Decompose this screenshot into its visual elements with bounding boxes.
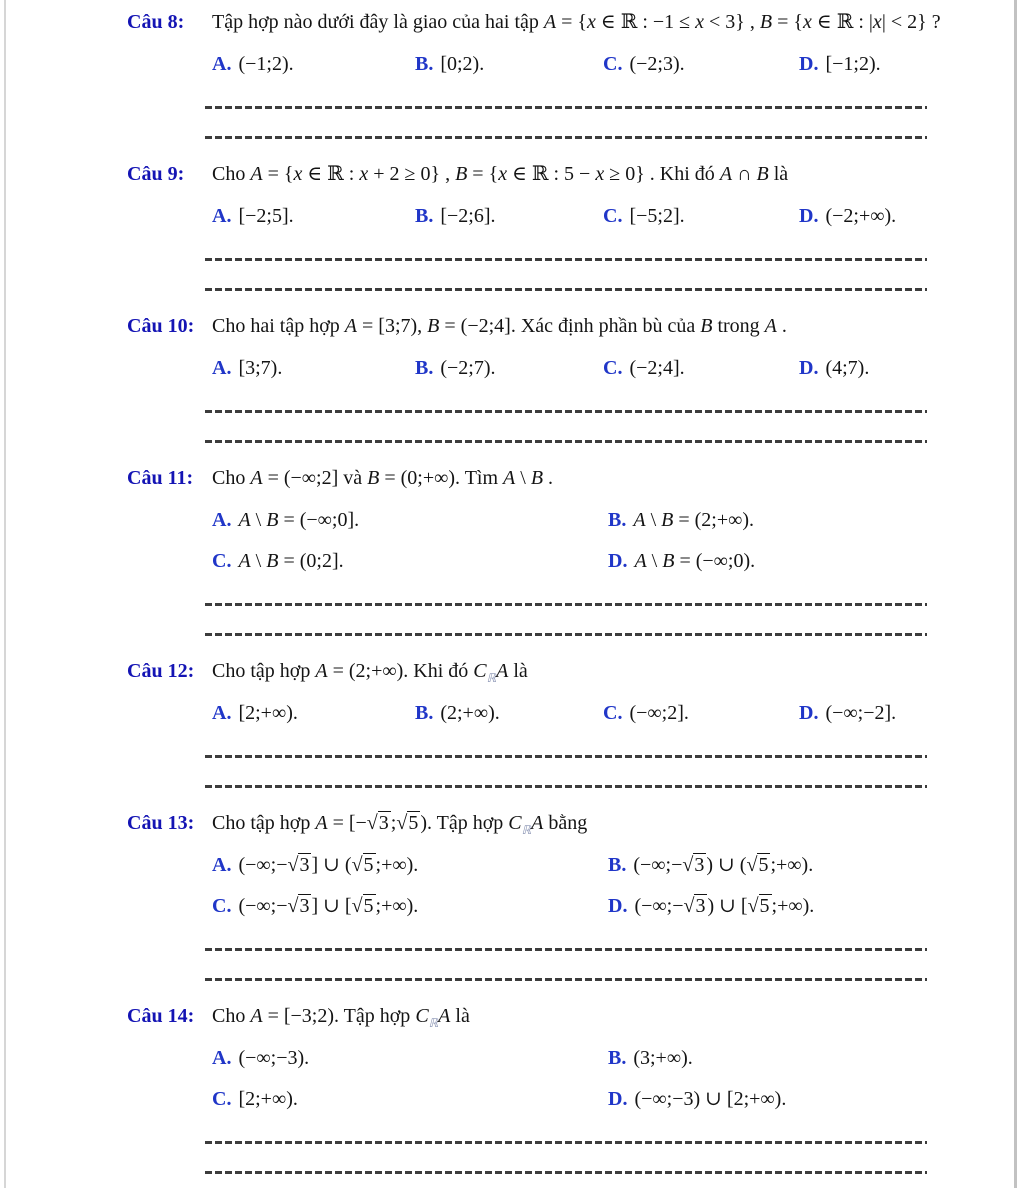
option-letter: A. [212,53,232,75]
question-text: Cho A = [−3;2). Tập hợp $C_ℝA$ là [212,1005,470,1030]
question [0,464,1004,636]
answer-option[interactable] [608,505,1004,535]
answer-lines [205,755,927,788]
answer-option[interactable] [799,49,1004,79]
option-letter: B. [608,1047,627,1069]
page-right-edge [1014,0,1017,1188]
answer-option[interactable] [212,201,415,231]
option-text: (−2;3). [629,53,685,75]
option-text: A \ B = (0;2]. [238,550,344,572]
option-text: (−∞;−√3 ) ∪ (√5 ;+∞). [633,854,814,876]
dotted-answer-line [205,258,927,261]
dotted-answer-line [205,1141,927,1144]
option-text: (4;7). [825,357,870,379]
option-text: [−5;2]. [629,205,685,227]
options-row [212,505,1004,576]
option-text: (−∞;−√3 ] ∪ [√5 ;+∞). [238,895,419,917]
answer-option[interactable] [608,891,1004,921]
option-letter: A. [212,702,232,724]
options-row [212,353,1004,383]
dotted-answer-line [205,978,927,981]
answer-option[interactable] [799,353,1004,383]
option-letter: B. [608,509,627,531]
answer-lines [205,258,927,291]
option-letter: C. [603,205,623,227]
options-row [212,1043,1004,1114]
option-text: (2;+∞). [440,702,500,724]
options-row [212,850,1004,921]
option-text: (−2;+∞). [825,205,897,227]
dotted-answer-line [205,1171,927,1174]
question-number: Câu 9: [127,163,185,185]
question [0,809,1004,981]
dotted-answer-line [205,136,927,139]
question-text: Cho tập hợp A = [−√3 ;√5 ). Tập hợp $C_ℝA$ bằng [212,812,588,837]
option-letter: A. [212,357,232,379]
dotted-answer-line [205,948,927,951]
answer-option[interactable] [212,546,608,576]
answer-option[interactable] [603,201,799,231]
answer-option[interactable] [608,1043,1004,1073]
answer-option[interactable] [415,698,603,728]
answer-option[interactable] [799,698,1004,728]
option-letter: B. [415,702,434,724]
answer-option[interactable] [603,353,799,383]
answer-option[interactable] [212,698,415,728]
question-number: Câu 10: [127,315,195,337]
dotted-answer-line [205,440,927,443]
answer-option[interactable] [212,1084,608,1114]
option-letter: D. [608,550,628,572]
option-text: (3;+∞). [633,1047,693,1069]
answer-option[interactable] [415,353,603,383]
option-text: (−∞;−√3 ) ∪ [√5 ;+∞). [634,895,815,917]
dotted-answer-line [205,755,927,758]
question-text: Cho tập hợp A = (2;+∞). Khi đó $C_ℝA$ là [212,660,528,685]
option-letter: B. [415,357,434,379]
option-text: [2;+∞). [238,702,298,724]
answer-lines [205,1141,927,1174]
question-number: Câu 8: [127,11,185,33]
question-number: Câu 11: [127,467,194,489]
dotted-answer-line [205,603,927,606]
option-text: (−∞;2]. [629,702,689,724]
question-header [0,464,1004,492]
option-text: (−∞;−3) ∪ [2;+∞). [634,1088,787,1110]
option-text: [−2;5]. [238,205,294,227]
dotted-answer-line [205,106,927,109]
dotted-answer-line [205,633,927,636]
option-text: (−∞;−2]. [825,702,897,724]
option-text: A \ B = (−∞;0). [634,550,756,572]
options-row [212,201,1004,231]
answer-option[interactable] [212,353,415,383]
option-letter: C. [212,550,232,572]
question [0,312,1004,443]
answer-option[interactable] [799,201,1004,231]
answer-option[interactable] [608,1084,1004,1114]
option-text: A \ B = (2;+∞). [633,509,755,531]
answer-option[interactable] [212,850,608,880]
question-header [0,657,1004,685]
answer-option[interactable] [212,891,608,921]
dotted-answer-line [205,288,927,291]
question [0,1002,1004,1174]
answer-option[interactable] [608,850,1004,880]
option-text: [−1;2). [825,53,881,75]
option-letter: D. [799,357,819,379]
option-letter: C. [212,1088,232,1110]
options-row [212,49,1004,79]
question-text: Cho A = (−∞;2] và B = (0;+∞). Tìm A \ B . [212,467,554,489]
option-letter: D. [608,1088,628,1110]
question-header [0,160,1004,188]
question-number: Câu 12: [127,660,195,682]
question-text: Cho A = {x ∈ ℝ : x + 2 ≥ 0} , B = {x ∈ ℝ : 5 − x ≥ 0} . Khi đó A ∩ B là [212,163,789,185]
option-letter: B. [415,53,434,75]
option-letter: D. [799,702,819,724]
question-header [0,1002,1004,1030]
question [0,657,1004,788]
question-header [0,312,1004,340]
option-text: (−2;7). [440,357,496,379]
option-letter: C. [603,357,623,379]
option-letter: A. [212,205,232,227]
answer-lines [205,410,927,443]
option-letter: D. [608,895,628,917]
option-letter: B. [415,205,434,227]
option-text: [−2;6]. [440,205,496,227]
question-header [0,809,1004,837]
option-letter: B. [608,854,627,876]
options-row [212,698,1004,728]
option-text: [2;+∞). [238,1088,298,1110]
option-text: (−∞;−√3 ] ∪ (√5 ;+∞). [238,854,419,876]
answer-lines [205,106,927,139]
dotted-answer-line [205,410,927,413]
answer-option[interactable] [603,49,799,79]
option-letter: D. [799,205,819,227]
question [0,160,1004,291]
worksheet-page [0,8,1004,1195]
dotted-answer-line [205,785,927,788]
option-text: (−∞;−3). [238,1047,310,1069]
option-text: [0;2). [440,53,485,75]
question-text: Cho hai tập hợp A = [3;7), B = (−2;4]. Xác định phần bù của B trong A . [212,315,787,337]
question-number: Câu 13: [127,812,195,834]
answer-option[interactable] [212,1043,608,1073]
option-letter: C. [212,895,232,917]
option-letter: A. [212,1047,232,1069]
answer-lines [205,948,927,981]
answer-option[interactable] [415,49,603,79]
answer-option[interactable] [212,49,415,79]
question-header [0,8,1004,36]
answer-lines [205,603,927,636]
option-letter: A. [212,854,232,876]
question-number: Câu 14: [127,1005,195,1027]
answer-option[interactable] [608,546,1004,576]
option-letter: D. [799,53,819,75]
question [0,8,1004,139]
option-text: (−2;4]. [629,357,685,379]
answer-option[interactable] [212,505,608,535]
option-text: [3;7). [238,357,283,379]
question-text: Tập hợp nào dưới đây là giao của hai tập A = {x ∈ ℝ : −1 ≤ x < 3} , B = {x ∈ ℝ : |x| < 2} ? [212,11,941,33]
option-letter: C. [603,53,623,75]
answer-option[interactable] [415,201,603,231]
option-letter: C. [603,702,623,724]
option-text: A \ B = (−∞;0]. [238,509,360,531]
answer-option[interactable] [603,698,799,728]
option-letter: A. [212,509,232,531]
option-text: (−1;2). [238,53,294,75]
